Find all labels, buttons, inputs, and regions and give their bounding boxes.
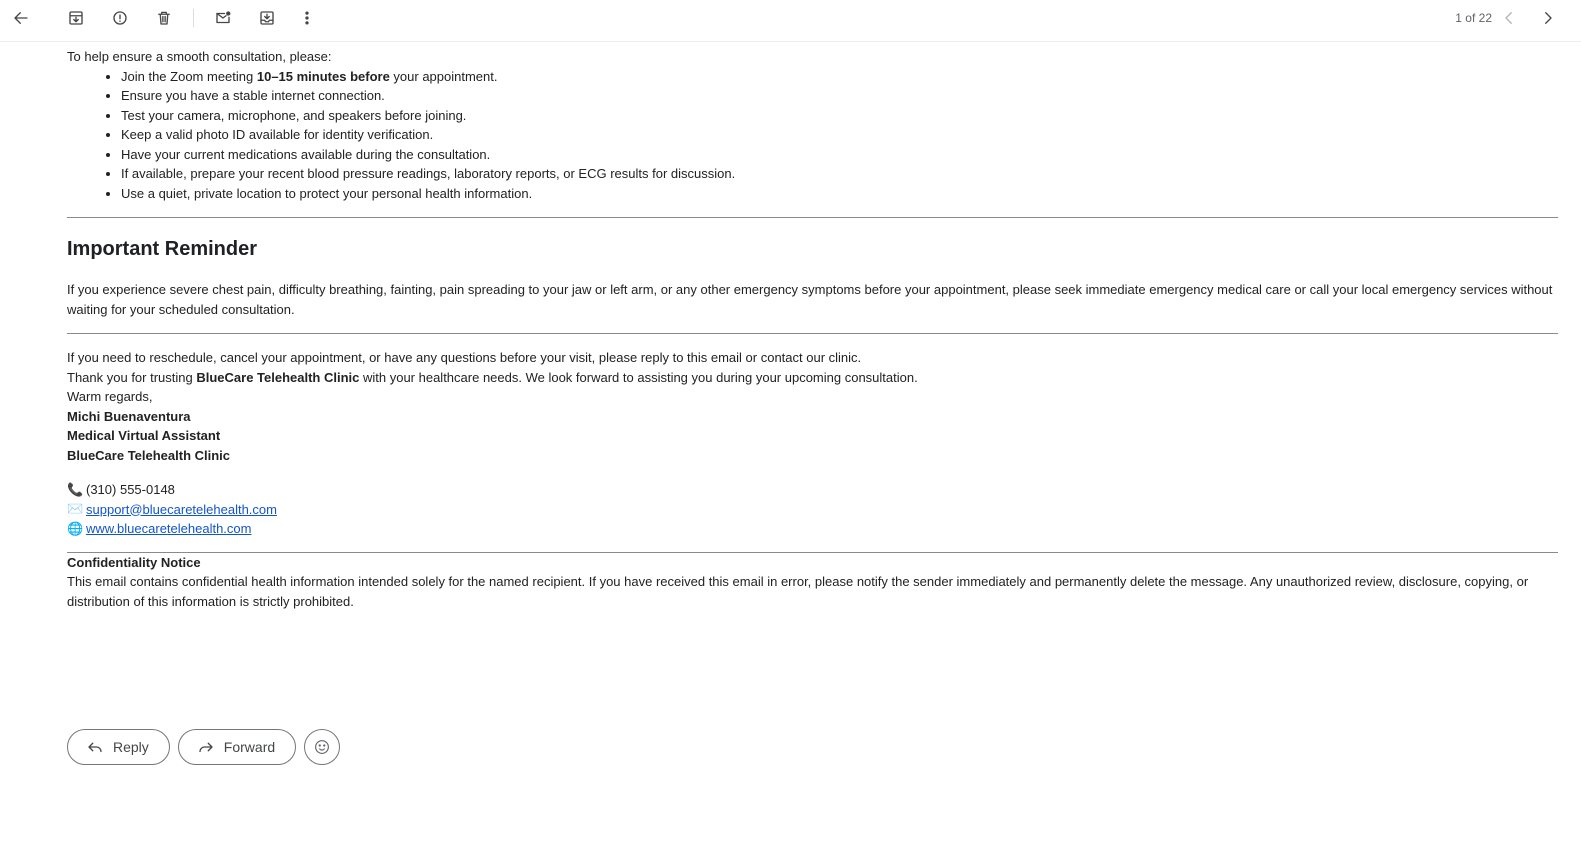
- newer-icon[interactable]: [1497, 6, 1521, 30]
- list-item: • Keep a valid photo ID available for identity verification.: [121, 125, 1558, 145]
- signature-name: Michi Buenaventura: [67, 408, 191, 424]
- message-toolbar: [0, 0, 1581, 42]
- list-item: • Have your current medications available during the consultation.: [121, 145, 1558, 165]
- email-line: [67, 500, 1558, 520]
- reply-icon: [86, 738, 104, 756]
- list-item: • If available, prepare your recent blood pressure readings, laboratory reports, or ECG results for discussion.: [121, 164, 1558, 184]
- forward-button[interactable]: [178, 729, 296, 765]
- envelope-icon: ✉️: [67, 501, 84, 517]
- page-count: 1 of 22: [1455, 11, 1492, 25]
- signature-block: [67, 407, 1558, 466]
- list-item: • Ensure you have a stable internet connection.: [121, 86, 1558, 106]
- intro-text: To help ensure a smooth consultation, please:: [67, 49, 332, 64]
- divider: [67, 333, 1558, 334]
- emoji-reaction-button[interactable]: [304, 729, 340, 765]
- confidentiality-heading: Confidentiality Notice: [67, 554, 201, 570]
- list-item: • Join the Zoom meeting 10–15 minutes before your appointment.: [121, 67, 1558, 87]
- older-icon[interactable]: [1536, 6, 1560, 30]
- thanks-text: Thank you for trusting BlueCare Telehealth Clinic with your healthcare needs. We look forward to assisting you during your upcoming consultation.: [67, 369, 918, 385]
- back-arrow-icon[interactable]: [9, 6, 33, 30]
- report-spam-icon[interactable]: [108, 6, 132, 30]
- divider: [67, 217, 1558, 218]
- website-link[interactable]: www.bluecaretelehealth.com: [86, 521, 252, 536]
- forward-icon: [197, 738, 215, 756]
- signature-title: Medical Virtual Assistant: [67, 428, 221, 443]
- list-item: • Test your camera, microphone, and speakers before joining.: [121, 106, 1558, 126]
- phone-line: [67, 480, 1558, 500]
- reschedule-text: If you need to reschedule, cancel your appointment, or have any questions before your visit, please reply to this email or contact our clinic.: [67, 350, 862, 365]
- confidentiality-text: This email contains confidential health information intended solely for the named recipient. If you have received this email in error, please notify the sender immediately and permanently delete the message. Any unauthorized review, disclosure, copying, or distribution of this information is strictly prohibited.: [67, 574, 1529, 609]
- reminder-heading: Important Reminder: [67, 238, 258, 260]
- preparation-list: [67, 67, 1558, 204]
- phone-number: (310) 555-0148: [86, 482, 175, 497]
- more-icon[interactable]: [295, 6, 319, 30]
- message-actions: [67, 729, 340, 765]
- list-item: • Use a quiet, private location to protect your personal health information.: [121, 184, 1558, 204]
- archive-icon[interactable]: [64, 6, 88, 30]
- phone-icon: 📞: [67, 481, 84, 497]
- delete-icon[interactable]: [152, 6, 176, 30]
- toolbar-divider: [193, 9, 194, 27]
- reminder-text: If you experience severe chest pain, difficulty breathing, fainting, pain spreading to your jaw or left arm, or any other emergency symptoms before your appointment, please seek immediate emergency medical care or call your local emergency services without waiting for your scheduled consultation.: [67, 282, 1553, 317]
- globe-icon: 🌐: [67, 520, 84, 536]
- move-to-icon[interactable]: [255, 6, 279, 30]
- signature-clinic: BlueCare Telehealth Clinic: [67, 447, 231, 463]
- reply-button[interactable]: [67, 729, 170, 765]
- website-line: [67, 519, 1558, 539]
- reply-label: Reply: [113, 739, 149, 755]
- mark-unread-icon[interactable]: [211, 6, 235, 30]
- closing-text: Warm regards,: [67, 389, 153, 404]
- email-body: [67, 47, 1558, 611]
- smiley-icon: [313, 738, 331, 756]
- support-email-link[interactable]: support@bluecaretelehealth.com: [86, 501, 277, 517]
- contact-block: [67, 480, 1558, 539]
- forward-label: Forward: [223, 739, 276, 755]
